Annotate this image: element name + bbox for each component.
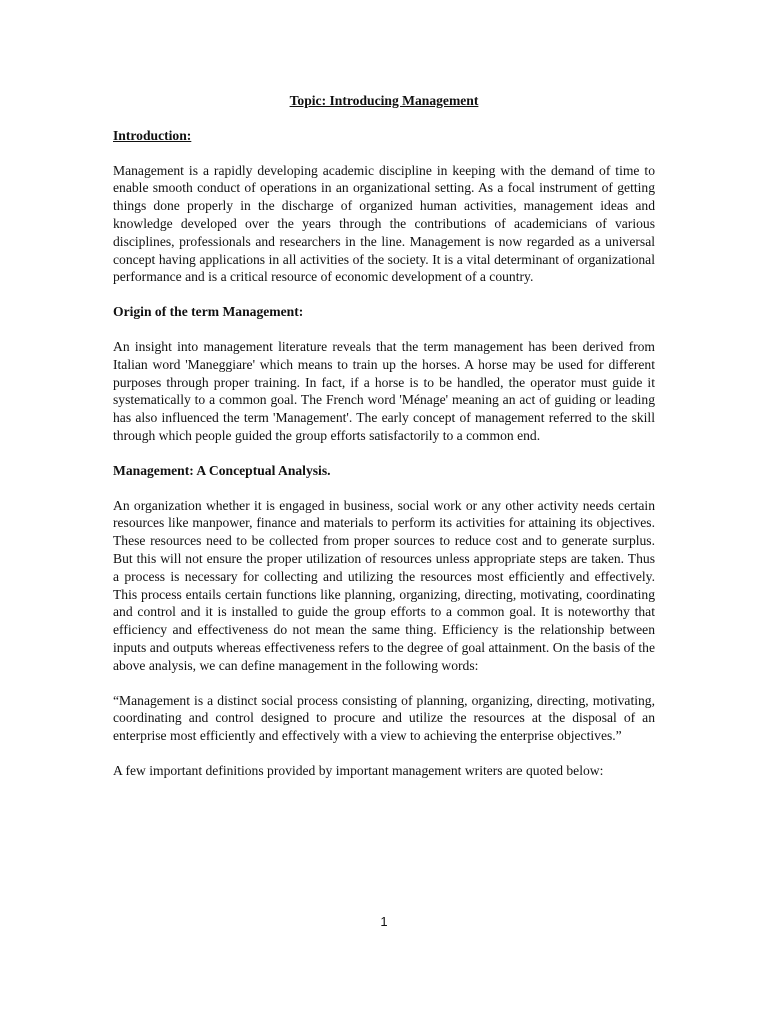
definition-quote: “Management is a distinct social process consisting of planning, organizing, directing, motivating, coordinating and control designed to procure and utilize the resources at the disposal of an enterprise most efficiently and effectively with a view to achieving the enterprise objectives.” [113,692,655,744]
section-heading-conceptual-analysis: Management: A Conceptual Analysis. [113,462,331,478]
document-title: Topic: Introducing Management [289,93,479,108]
definitions-intro-paragraph: A few important definitions provided by important management writers are quoted below: [113,762,604,778]
document-page [113,92,655,797]
section-heading-origin: Origin of the term Management: [113,304,304,320]
origin-paragraph: An insight into management literature reveals that the term management has been derived from Italian word 'Maneggiare' which means to train up the horses. A horse may be used for different purposes through proper training. In fact, if a horse is to be handled, the operator must guide it systematically to a common goal. The French word 'Ménage' meaning an act of guiding or leading has also influenced the term 'Management'. The early concept of management referred to the skill through which people guided the group efforts satisfactorily to a common end. [113,338,655,443]
section-heading-introduction: Introduction: [113,127,192,143]
introduction-paragraph: Management is a rapidly developing academic discipline in keeping with the demand of time to enable smooth conduct of operations in an organizational setting. As a focal instrument of getting things done properly in the discharge of organized human activities, management ideas and knowledge developed over the years through the contributions of academicians of various disciplines, professionals and researchers in the line. Management is now regarded as a universal concept having applications in all activities of the society. It is a vital determinant of organizational performance and is a critical resource of economic development of a country. [113,162,655,285]
conceptual-analysis-paragraph: An organization whether it is engaged in business, social work or any other activity needs certain resources like manpower, finance and materials to perform its activities for attaining its objectives. These resources need to be collected from proper sources to reduce cost and to generate surplus. But this will not ensure the proper utilization of resources unless appropriate steps are taken. Thus a process is necessary for collecting and utilizing the resources most efficiently and effectively. This process entails certain functions like planning, organizing, directing, motivating, coordinating and control and it is installed to guide the group efforts to a common goal. It is noteworthy that efficiency and effectiveness do not mean the same thing. Efficiency is the relationship between inputs and outputs whereas effectiveness refers to the degree of goal attainment. On the basis of the above analysis, we can define management in the following words: [113,497,655,673]
page-number: 1 [380,914,388,929]
